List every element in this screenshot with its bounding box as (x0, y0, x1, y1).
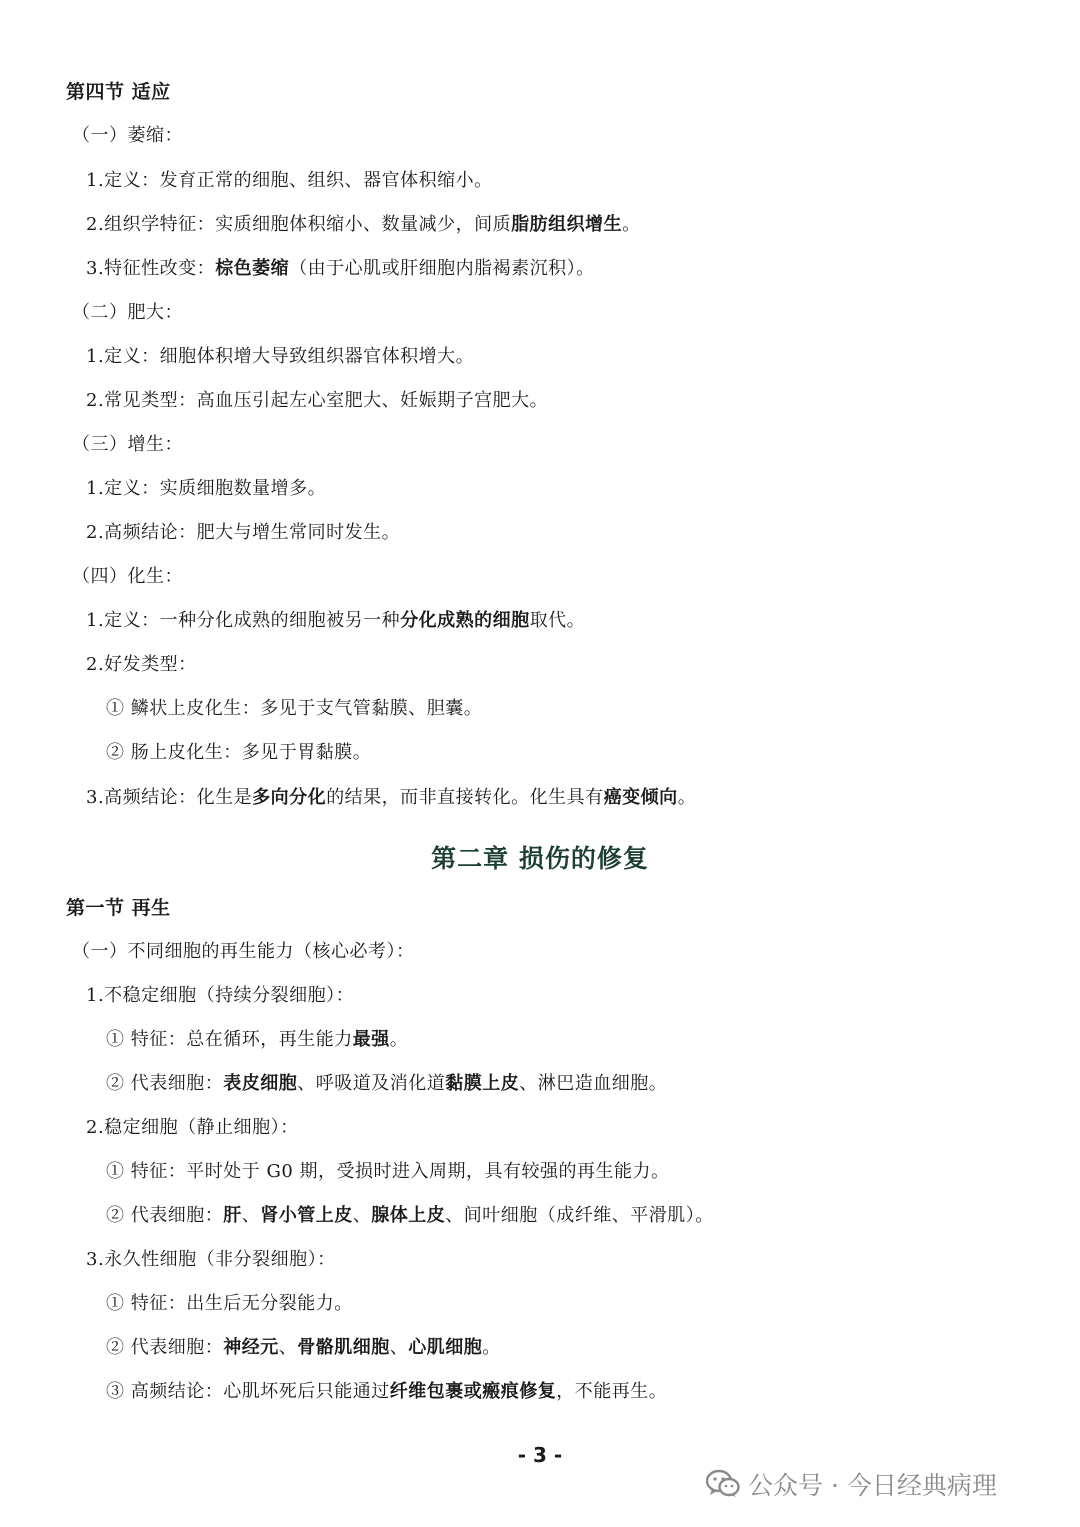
list-item: ② 肠上皮化生：多见于胃黏膜。 (106, 742, 372, 763)
hypertrophy-types: 2.常见类型：高血压引起左心室肥大、妊娠期子宫肥大。 (86, 390, 549, 411)
wechat-icon (706, 1469, 740, 1499)
watermark-text: 公众号 · 今日经典病理 (748, 1471, 997, 1500)
metaplasia-definition: 1.定义：一种分化成熟的细胞被另一种分化成熟的细胞取代。 (86, 610, 586, 631)
atrophy-feature: 3.特征性改变：棕色萎缩（由于心肌或肝细胞内脂褐素沉积）。 (86, 258, 595, 279)
list-item: ② 代表细胞：表皮细胞、呼吸道及消化道黏膜上皮、淋巴造血细胞。 (106, 1073, 668, 1094)
page-number: - 3 - (517, 1443, 563, 1467)
subsection-hypertrophy: （二）肥大： (72, 302, 183, 323)
subsection-regeneration-ability: （一）不同细胞的再生能力（核心必考）： (72, 941, 415, 962)
list-item: ① 鳞状上皮化生：多见于支气管黏膜、胆囊。 (106, 698, 483, 719)
hyperplasia-conclusion: 2.高频结论：肥大与增生常同时发生。 (86, 522, 401, 543)
atrophy-histology: 2.组织学特征：实质细胞体积缩小、数量减少，间质脂肪组织增生。 (86, 214, 641, 235)
subsection-hyperplasia: （三）增生： (72, 434, 183, 455)
hypertrophy-definition: 1.定义：细胞体积增大导致组织器官体积增大。 (86, 346, 475, 367)
atrophy-definition: 1.定义：发育正常的细胞、组织、器官体积缩小。 (86, 170, 493, 191)
list-item: ① 特征：总在循环，再生能力最强。 (106, 1029, 409, 1050)
metaplasia-conclusion: 3.高频结论：化生是多向分化的结果，而非直接转化。化生具有癌变倾向。 (86, 787, 697, 808)
permanent-cells-heading: 3.永久性细胞（非分裂细胞）： (86, 1249, 336, 1270)
list-item: ② 代表细胞：神经元、骨骼肌细胞、心肌细胞。 (106, 1337, 501, 1358)
list-item: ③ 高频结论：心肌坏死后只能通过纤维包裹或瘢痕修复，不能再生。 (106, 1381, 668, 1402)
chapter-title: 第二章 损伤的修复 (431, 844, 649, 873)
list-item: ① 特征：出生后无分裂能力。 (106, 1293, 353, 1314)
section-title-adaptation: 第四节 适应 (66, 81, 171, 103)
hyperplasia-definition: 1.定义：实质细胞数量增多。 (86, 478, 327, 499)
metaplasia-types: 2.好发类型： (86, 654, 197, 675)
list-item: ① 特征：平时处于 G0 期，受损时进入周期，具有较强的再生能力。 (106, 1161, 670, 1182)
subsection-metaplasia: （四）化生： (72, 566, 183, 587)
section-title-regeneration: 第一节 再生 (66, 897, 171, 919)
subsection-atrophy: （一）萎缩： (72, 125, 183, 146)
stable-cells-heading: 2.稳定细胞（静止细胞）： (86, 1117, 299, 1138)
list-item: ② 代表细胞：肝、肾小管上皮、腺体上皮、间叶细胞（成纤维、平滑肌）。 (106, 1205, 714, 1226)
watermark (706, 1464, 997, 1504)
labile-cells-heading: 1.不稳定细胞（持续分裂细胞）： (86, 985, 355, 1006)
